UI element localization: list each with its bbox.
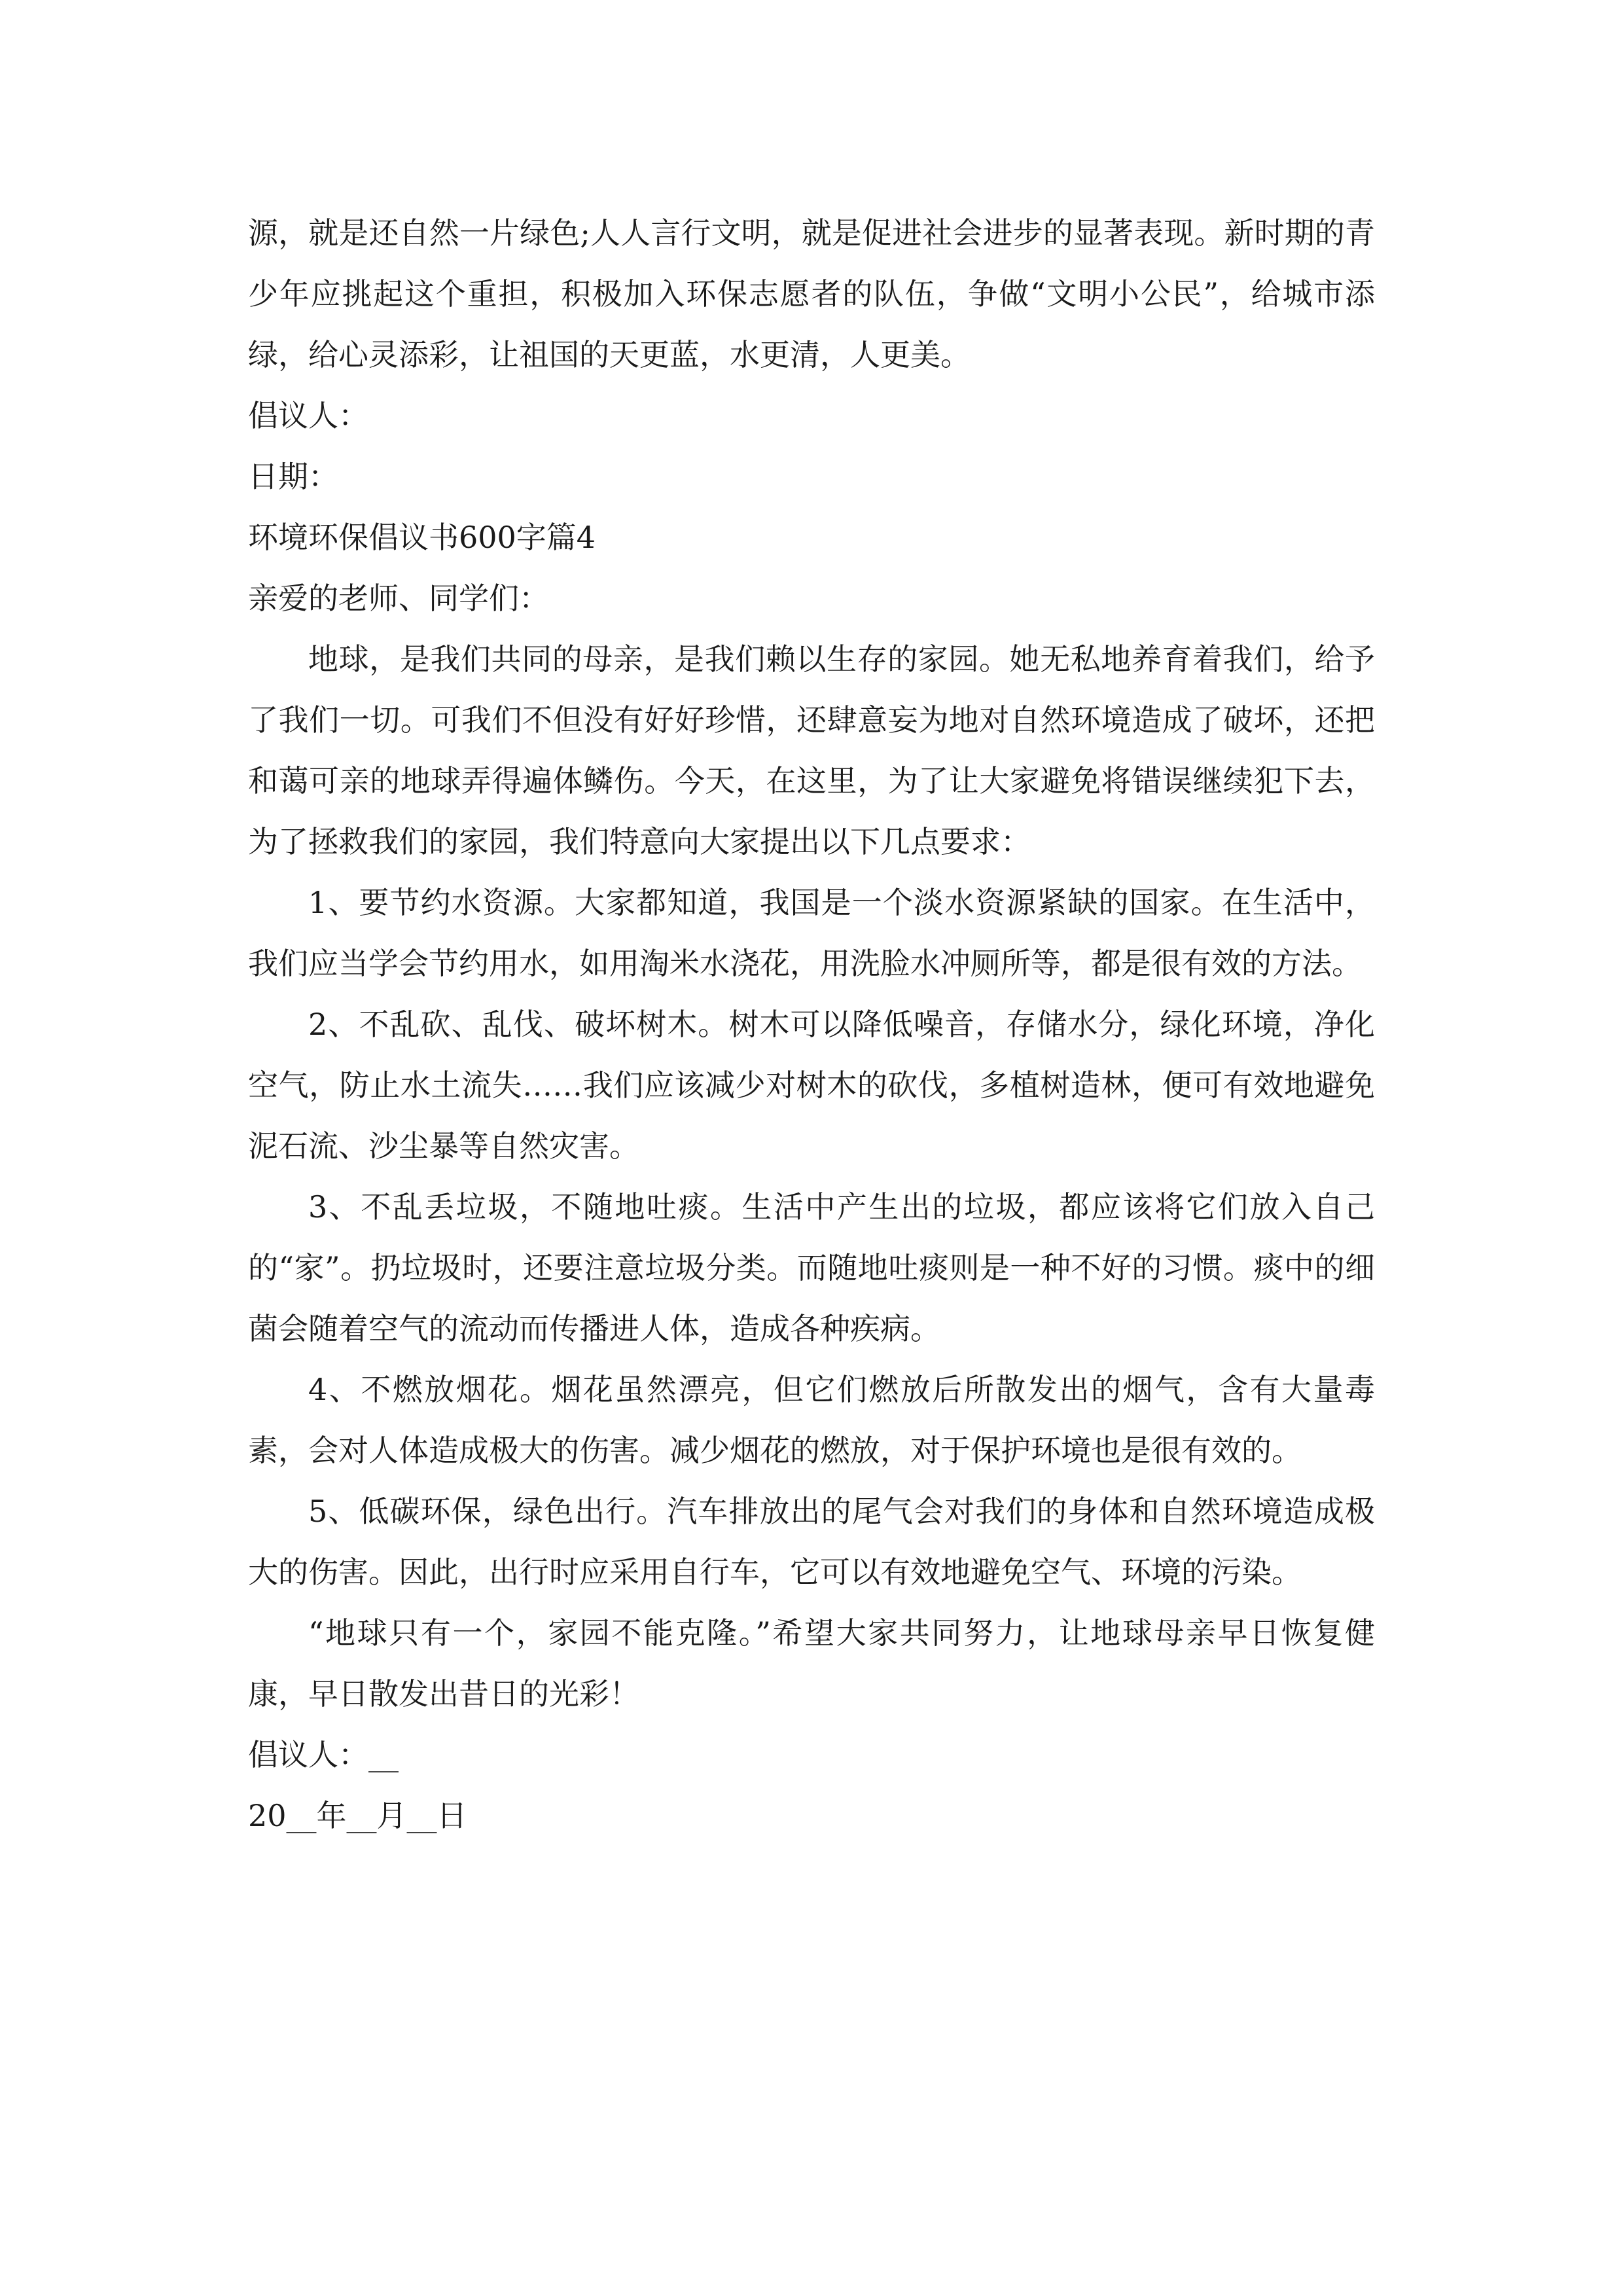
document-body xyxy=(248,203,1375,1846)
paragraph-item-4: 4、不燃放烟花。烟花虽然漂亮，但它们燃放后所散发出的烟气，含有大量毒素，会对人体造成极大的伤害。减少烟花的燃放，对于保护环境也是很有效的。 xyxy=(248,1372,1375,1468)
paragraph-item-1: 1、要节约水资源。大家都知道，我国是一个淡水资源紧缺的国家。在生活中，我们应当学会节约用水，如用淘米水浇花，用洗脸水冲厕所等，都是很有效的方法。 xyxy=(248,885,1375,981)
salutation: 亲爱的老师、同学们： xyxy=(248,581,549,616)
signatory-line-2: 倡议人：__ xyxy=(248,1737,399,1772)
paragraph-item-2: 2、不乱砍、乱伐、破坏树木。树木可以降低噪音，存储水分，绿化环境，净化空气，防止水土流失……我们应该减少对树木的砍伐，多植树造林，便可有效地避免泥石流、沙尘暴等自然灾害。 xyxy=(248,1007,1375,1164)
signatory-line: 倡议人： xyxy=(248,398,368,433)
paragraph-item-3: 3、不乱丢垃圾，不随地吐痰。生活中产生出的垃圾，都应该将它们放入自己的“家”。扔垃圾时，还要注意垃圾分类。而随地吐痰则是一种不好的习惯。痰中的细菌会随着空气的流动而传播进人体，造成各种疾病。 xyxy=(248,1189,1375,1346)
section-title: 环境环保倡议书600字篇4 xyxy=(248,520,596,555)
paragraph-continuation: 源，就是还自然一片绿色;人人言行文明，就是促进社会进步的显著表现。新时期的青少年应挑起这个重担，积极加入环保志愿者的队伍，争做“文明小公民”，给城市添绿，给心灵添彩，让祖国的天更蓝，水更清，人更美。 xyxy=(248,215,1375,372)
paragraph-intro: 地球，是我们共同的母亲，是我们赖以生存的家园。她无私地养育着我们，给予了我们一切。可我们不但没有好好珍惜，还肆意妄为地对自然环境造成了破坏，还把和蔼可亲的地球弄得遍体鳞伤。今天，在这里，为了让大家避免将错误继续犯下去，为了拯救我们的家园，我们特意向大家提出以下几点要求： xyxy=(248,641,1375,859)
paragraph-item-5: 5、低碳环保，绿色出行。汽车排放出的尾气会对我们的身体和自然环境造成极大的伤害。因此，出行时应采用自行车，它可以有效地避免空气、环境的污染。 xyxy=(248,1494,1375,1590)
date-line-2: 20__年__月__日 xyxy=(248,1798,467,1833)
date-line: 日期： xyxy=(248,459,338,494)
paragraph-closing: “地球只有一个，家园不能克隆。”希望大家共同努力，让地球母亲早日恢复健康，早日散发出昔日的光彩！ xyxy=(248,1615,1375,1712)
